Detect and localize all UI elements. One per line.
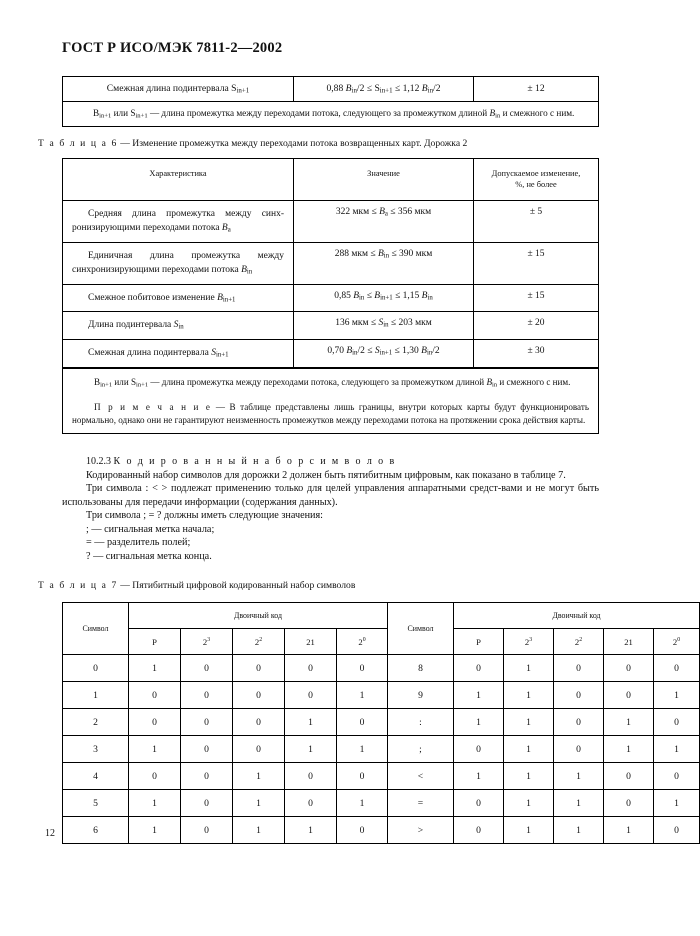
row5-val-sub2: in+1 xyxy=(379,349,393,357)
tail-note-sub3: in xyxy=(495,111,501,119)
document-standard-header: ГОСТ Р ИСО/МЭК 7811-2—2002 xyxy=(62,40,283,56)
bit-cell: 0 xyxy=(285,790,337,817)
bit-header-2-2-left: $2^2$ xyxy=(233,629,285,655)
tail-note-b2: B xyxy=(489,107,496,118)
bit-cell: 1 xyxy=(604,709,654,736)
table-6-value-cell xyxy=(294,243,474,284)
bit-cell: 0 xyxy=(233,709,285,736)
bit-cell: 0 xyxy=(129,709,181,736)
symbol-cell: 1 xyxy=(63,682,129,709)
row2-val-p3: ≤ 390 мкм xyxy=(389,248,433,259)
table-6-value-cell xyxy=(294,312,474,339)
section-paragraph-2: Три символа : < > подлежат применению только для целей управления аппаратными средст-вами и не могут быть использованы для передачи информации (содержания данных). xyxy=(62,483,599,508)
section-number: 10.2.3 xyxy=(86,456,114,467)
table-7-right-code-header: Двоичный код xyxy=(454,603,700,629)
t6-note-sub1: in+1 xyxy=(100,381,113,389)
bit-cell: 0 xyxy=(654,763,700,790)
row3-char-sub: in+1 xyxy=(222,296,236,304)
bit-cell: 1 xyxy=(233,763,285,790)
row3-char-symbol: B xyxy=(217,292,223,303)
row4-val-sym: S xyxy=(378,318,384,329)
table-row xyxy=(63,763,700,790)
bit-cell: 0 xyxy=(285,763,337,790)
bit-cell: 0 xyxy=(181,790,233,817)
definition-item-end-sentinel: ? — сигнальная метка конца. xyxy=(86,550,212,562)
bit-cell: 1 xyxy=(454,682,504,709)
table-6-primechanie xyxy=(72,401,589,427)
row1-char-text: Средняя длина промежутка между синх-ронизирующими переходами потока xyxy=(72,208,284,233)
bit-cell: 0 xyxy=(337,817,388,844)
row3-val-s3: B xyxy=(421,290,428,301)
symbol-cell: 0 xyxy=(63,655,129,682)
row5-char-sub: in+1 xyxy=(215,351,229,359)
bit-cell: 0 xyxy=(181,709,233,736)
table-6-header-characteristic: Характеристика xyxy=(63,159,294,200)
row3-val-sub3: in xyxy=(427,294,433,302)
bit-cell: 1 xyxy=(504,790,554,817)
bit-cell: 1 xyxy=(654,790,700,817)
section-paragraph-3: Три символа ; = ? должны иметь следующие значения: xyxy=(86,510,324,522)
row2-val-sub: in xyxy=(383,252,390,260)
t6-note-end: и смежного с ним. xyxy=(497,377,571,388)
row5-val-p6: ≤ 1,30 xyxy=(392,346,422,357)
table-6-notes xyxy=(63,368,598,433)
bit-header-2-3-left: $2^3$ xyxy=(181,629,233,655)
table-6-header-tolerance-line2: %, не более xyxy=(515,180,557,190)
bit-cell: 0 xyxy=(604,790,654,817)
row3-val-s2: B xyxy=(374,290,381,301)
row5-char-text: Смежная длина подинтервала xyxy=(88,348,212,359)
symbol-cell: > xyxy=(388,817,454,844)
bit-cell: 0 xyxy=(454,817,504,844)
row5-char-symbol: S xyxy=(211,348,216,359)
symbol-cell: 8 xyxy=(388,655,454,682)
tail-note-sub2: in+1 xyxy=(135,111,148,119)
table-row xyxy=(63,243,598,285)
bit-cell: 1 xyxy=(554,763,604,790)
table-5-continuation xyxy=(62,76,599,127)
bit-cell: 1 xyxy=(504,817,554,844)
tail-value-symbol-b2: B xyxy=(421,83,428,94)
bit-cell: 0 xyxy=(285,655,337,682)
table-6-tolerance-cell: ± 20 xyxy=(527,318,545,329)
bit-cell: 1 xyxy=(454,709,504,736)
table-6-characteristic-cell xyxy=(63,243,294,284)
bit-cell: 0 xyxy=(181,736,233,763)
primechanie-label: П р и м е ч а н и е xyxy=(94,401,212,412)
bit-cell: 0 xyxy=(285,682,337,709)
row5-val-p9: /2 xyxy=(432,346,440,357)
tail-value-mid1: /2 ≤ S xyxy=(356,83,380,94)
table-row xyxy=(63,736,700,763)
bit-cell: 1 xyxy=(337,790,388,817)
table-7-header-row-1 xyxy=(63,603,700,629)
bit-cell: 0 xyxy=(337,709,388,736)
row4-val-p3: ≤ 203 мкм xyxy=(388,318,432,329)
t6-note-body: — длина промежутка между переходами потока, следующего за промежутком длиной xyxy=(148,377,487,388)
bit-cell: 0 xyxy=(233,682,285,709)
tail-value-sub3: in xyxy=(427,87,434,95)
symbol-cell: = xyxy=(388,790,454,817)
bit-cell: 1 xyxy=(129,736,181,763)
table-6-value-cell xyxy=(294,201,474,242)
bit-cell: 1 xyxy=(504,655,554,682)
tail-note-sub1: in+1 xyxy=(99,111,112,119)
bit-cell: 0 xyxy=(604,763,654,790)
bit-header-2-2-right: $2^2$ xyxy=(554,629,604,655)
tail-characteristic-text: Смежная длина подинтервала S xyxy=(106,83,237,94)
symbol-cell: 9 xyxy=(388,682,454,709)
bit-cell: 0 xyxy=(181,817,233,844)
bit-cell: 1 xyxy=(285,736,337,763)
tail-characteristic-subscript: in+1 xyxy=(236,87,250,95)
table-row xyxy=(63,285,598,313)
table-6-header-tolerance xyxy=(474,159,598,200)
table-row xyxy=(63,340,598,368)
bit-cell: 0 xyxy=(554,709,604,736)
table-6-value-cell xyxy=(294,340,474,367)
bit-cell: 1 xyxy=(504,763,554,790)
row2-char-symbol: B xyxy=(241,264,247,275)
table-6-tolerance-cell: ± 30 xyxy=(527,346,545,357)
table-6-tolerance-cell: ± 15 xyxy=(527,290,545,301)
bit-cell: 0 xyxy=(129,763,181,790)
table-7 xyxy=(62,602,700,844)
table-6-characteristic-cell xyxy=(63,285,294,312)
bit-cell: 1 xyxy=(337,736,388,763)
row1-val-sub: a xyxy=(384,210,388,218)
bit-cell: 0 xyxy=(454,655,504,682)
table-row xyxy=(63,77,598,102)
tail-note-end: и смежного с ним. xyxy=(500,107,575,118)
row5-val-s1: B xyxy=(346,346,353,357)
row5-val-sub3: in xyxy=(426,349,433,357)
bit-cell: 0 xyxy=(654,655,700,682)
row4-char-text: Длина подинтервала xyxy=(88,320,174,331)
bit-cell: 1 xyxy=(654,736,700,763)
row3-val-sub2: in+1 xyxy=(380,294,393,302)
table-7-left-code-header: Двоичный код xyxy=(129,603,388,629)
definition-item-field-separator: = — разделитель полей; xyxy=(86,537,191,549)
row2-val-p0: 288 мкм ≤ xyxy=(334,248,378,259)
bit-cell: 1 xyxy=(654,682,700,709)
page-number: 12 xyxy=(45,828,55,839)
bit-header-2-0-left: $2^0$ xyxy=(337,629,388,655)
table-7-header-row-2 xyxy=(63,629,700,655)
symbol-cell: 4 xyxy=(63,763,129,790)
bit-cell: 1 xyxy=(604,736,654,763)
tail-value-sub1: in xyxy=(351,87,357,95)
bit-cell: 0 xyxy=(654,817,700,844)
table-6 xyxy=(62,158,599,434)
row5-val-s2: S xyxy=(374,346,380,357)
bit-header-2-0-right: $2^0$ xyxy=(654,629,700,655)
bit-header-21-left: 21 xyxy=(285,629,337,655)
row4-val-p0: 136 мкм ≤ xyxy=(335,318,379,329)
row5-val-p3: /2 ≤ xyxy=(357,346,375,357)
row3-val-sub1: in xyxy=(359,294,365,302)
bit-cell: 1 xyxy=(504,709,554,736)
table-7-right-symbol-header: Символ xyxy=(388,603,454,655)
bit-cell: 1 xyxy=(504,682,554,709)
bit-cell: 0 xyxy=(181,682,233,709)
tail-value-symbol-b1: B xyxy=(345,83,352,94)
definition-item-start-sentinel: ; — сигнальная метка начала; xyxy=(86,523,215,535)
bit-cell: 1 xyxy=(604,817,654,844)
bit-header-P-left: P xyxy=(129,629,181,655)
tail-value-suffix: /2 xyxy=(433,83,441,94)
symbol-cell: 3 xyxy=(63,736,129,763)
bit-cell: 0 xyxy=(454,790,504,817)
t6-note-b: B xyxy=(94,377,101,388)
bit-cell: 1 xyxy=(554,817,604,844)
symbol-cell: ; xyxy=(388,736,454,763)
bit-cell: 0 xyxy=(554,682,604,709)
tail-note-body: — длина промежутка между переходами потока, следующего за промежутком длиной xyxy=(147,107,490,118)
row4-char-symbol: S xyxy=(173,320,179,331)
bit-cell: 0 xyxy=(181,763,233,790)
bit-cell: 1 xyxy=(454,763,504,790)
table-6-tolerance-cell: ± 15 xyxy=(527,248,545,259)
row2-val-sym: B xyxy=(377,248,384,259)
bit-cell: 1 xyxy=(129,655,181,682)
table-6-tolerance-cell: ± 5 xyxy=(529,206,543,217)
row1-val-p0: 322 мкм ≤ xyxy=(335,206,380,217)
tail-note-b: B xyxy=(93,107,100,118)
row3-val-p3: ≤ xyxy=(364,290,375,301)
bit-cell: 1 xyxy=(129,817,181,844)
table-row xyxy=(63,817,700,844)
caption-table-7 xyxy=(38,580,355,591)
row3-char-text: Смежное побитовое изменение xyxy=(88,292,218,303)
bit-cell: 1 xyxy=(554,790,604,817)
symbol-cell: 2 xyxy=(63,709,129,736)
caption-table-7-label: Т а б л и ц а 7 xyxy=(38,580,118,591)
row4-char-sub: in xyxy=(178,323,184,331)
bit-cell: 1 xyxy=(233,790,285,817)
row5-val-sub1: in xyxy=(352,349,358,357)
bit-header-21-right: 21 xyxy=(604,629,654,655)
row5-val-s3: B xyxy=(421,346,427,357)
table-6-header-value: Значение xyxy=(294,159,474,200)
table-6-characteristic-cell xyxy=(63,340,294,367)
table-row xyxy=(63,682,700,709)
table-7-left-symbol-header: Символ xyxy=(63,603,129,655)
tail-footnote xyxy=(63,102,598,127)
tail-characteristic-cell xyxy=(63,77,294,101)
bit-cell: 0 xyxy=(654,709,700,736)
bit-cell: 0 xyxy=(129,682,181,709)
symbol-cell: < xyxy=(388,763,454,790)
table-row xyxy=(63,201,598,243)
tail-value-sub2: in+1 xyxy=(379,87,393,95)
bit-cell: 1 xyxy=(337,682,388,709)
primechanie-text: — В таблице представлены лишь границы, внутри которых карты будут функционировать нормально, однако они не гарантируют неизменность промежутков между переходами потока на протяжении срока действия карты. xyxy=(72,401,589,425)
tail-value-prefix: 0,88 xyxy=(326,83,346,94)
section-heading xyxy=(62,456,599,467)
tail-tolerance-cell: ± 12 xyxy=(527,83,545,94)
bit-cell: 0 xyxy=(181,655,233,682)
bit-cell: 0 xyxy=(604,655,654,682)
t6-note-sub2: in+1 xyxy=(136,381,149,389)
symbol-cell: 5 xyxy=(63,790,129,817)
bit-cell: 0 xyxy=(554,736,604,763)
bit-cell: 0 xyxy=(233,655,285,682)
bit-cell: 0 xyxy=(233,736,285,763)
bit-cell: 0 xyxy=(337,655,388,682)
section-10-2-3 xyxy=(62,456,599,563)
row1-char-sub: a xyxy=(227,226,231,234)
caption-table-6-text: — Изменение промежутка между переходами потока возвращенных карт. Дорожка 2 xyxy=(117,138,468,149)
section-title: К о д и р о в а н н ы й н а б о р с и м в о л о в xyxy=(113,456,397,467)
t6-note-sub3: in xyxy=(492,381,498,389)
bit-header-2-3-right: $2^3$ xyxy=(504,629,554,655)
row4-val-sub: in xyxy=(383,321,389,329)
table-6-characteristic-cell xyxy=(63,312,294,339)
bit-cell: 0 xyxy=(337,763,388,790)
table-6-header-tolerance-line1: Допускаемое изменение, xyxy=(491,169,581,178)
row3-val-p6: ≤ 1,15 xyxy=(392,290,422,301)
bit-cell: 0 xyxy=(554,655,604,682)
row2-char-text: Единичная длина промежутка между синхронизирующими переходами потока xyxy=(72,250,284,275)
bit-cell: 1 xyxy=(504,736,554,763)
row5-val-p0: 0,70 xyxy=(327,346,347,357)
bit-cell: 1 xyxy=(129,790,181,817)
row1-val-sym: B xyxy=(379,206,385,217)
bit-cell: 1 xyxy=(285,709,337,736)
section-paragraph-1: Кодированный набор символов для дорожки 2 должен быть пятибитным цифровым, как показано в таблице 7. xyxy=(86,470,566,481)
row2-char-sub: in xyxy=(246,268,253,276)
caption-table-7-text: — Пятибитный цифровой кодированный набор символов xyxy=(117,580,356,591)
symbol-cell: : xyxy=(388,709,454,736)
table-6-value-cell xyxy=(294,285,474,312)
row1-val-p3: ≤ 356 мкм xyxy=(387,206,432,217)
table-row xyxy=(63,709,700,736)
bit-cell: 1 xyxy=(233,817,285,844)
row1-char-symbol: B xyxy=(221,222,228,233)
caption-table-6 xyxy=(38,138,467,149)
t6-note-b2: B xyxy=(486,377,493,388)
bit-cell: 0 xyxy=(454,736,504,763)
symbol-cell: 6 xyxy=(63,817,129,844)
table-6-footnote xyxy=(72,376,589,390)
table-row xyxy=(63,312,598,340)
bit-header-P-right: P xyxy=(454,629,504,655)
table-6-characteristic-cell xyxy=(63,201,294,242)
table-6-header-row xyxy=(63,159,598,201)
t6-note-or: или S xyxy=(112,377,137,388)
table-row xyxy=(63,655,700,682)
bit-cell: 0 xyxy=(604,682,654,709)
row3-val-s1: B xyxy=(353,290,360,301)
tail-note-or: или S xyxy=(111,107,136,118)
caption-table-6-label: Т а б л и ц а 6 xyxy=(38,138,118,149)
table-row xyxy=(63,790,700,817)
bit-cell: 1 xyxy=(285,817,337,844)
row3-val-p0: 0,85 xyxy=(334,290,354,301)
tail-value-cell xyxy=(294,77,474,101)
tail-value-mid2: ≤ 1,12 xyxy=(392,83,422,94)
